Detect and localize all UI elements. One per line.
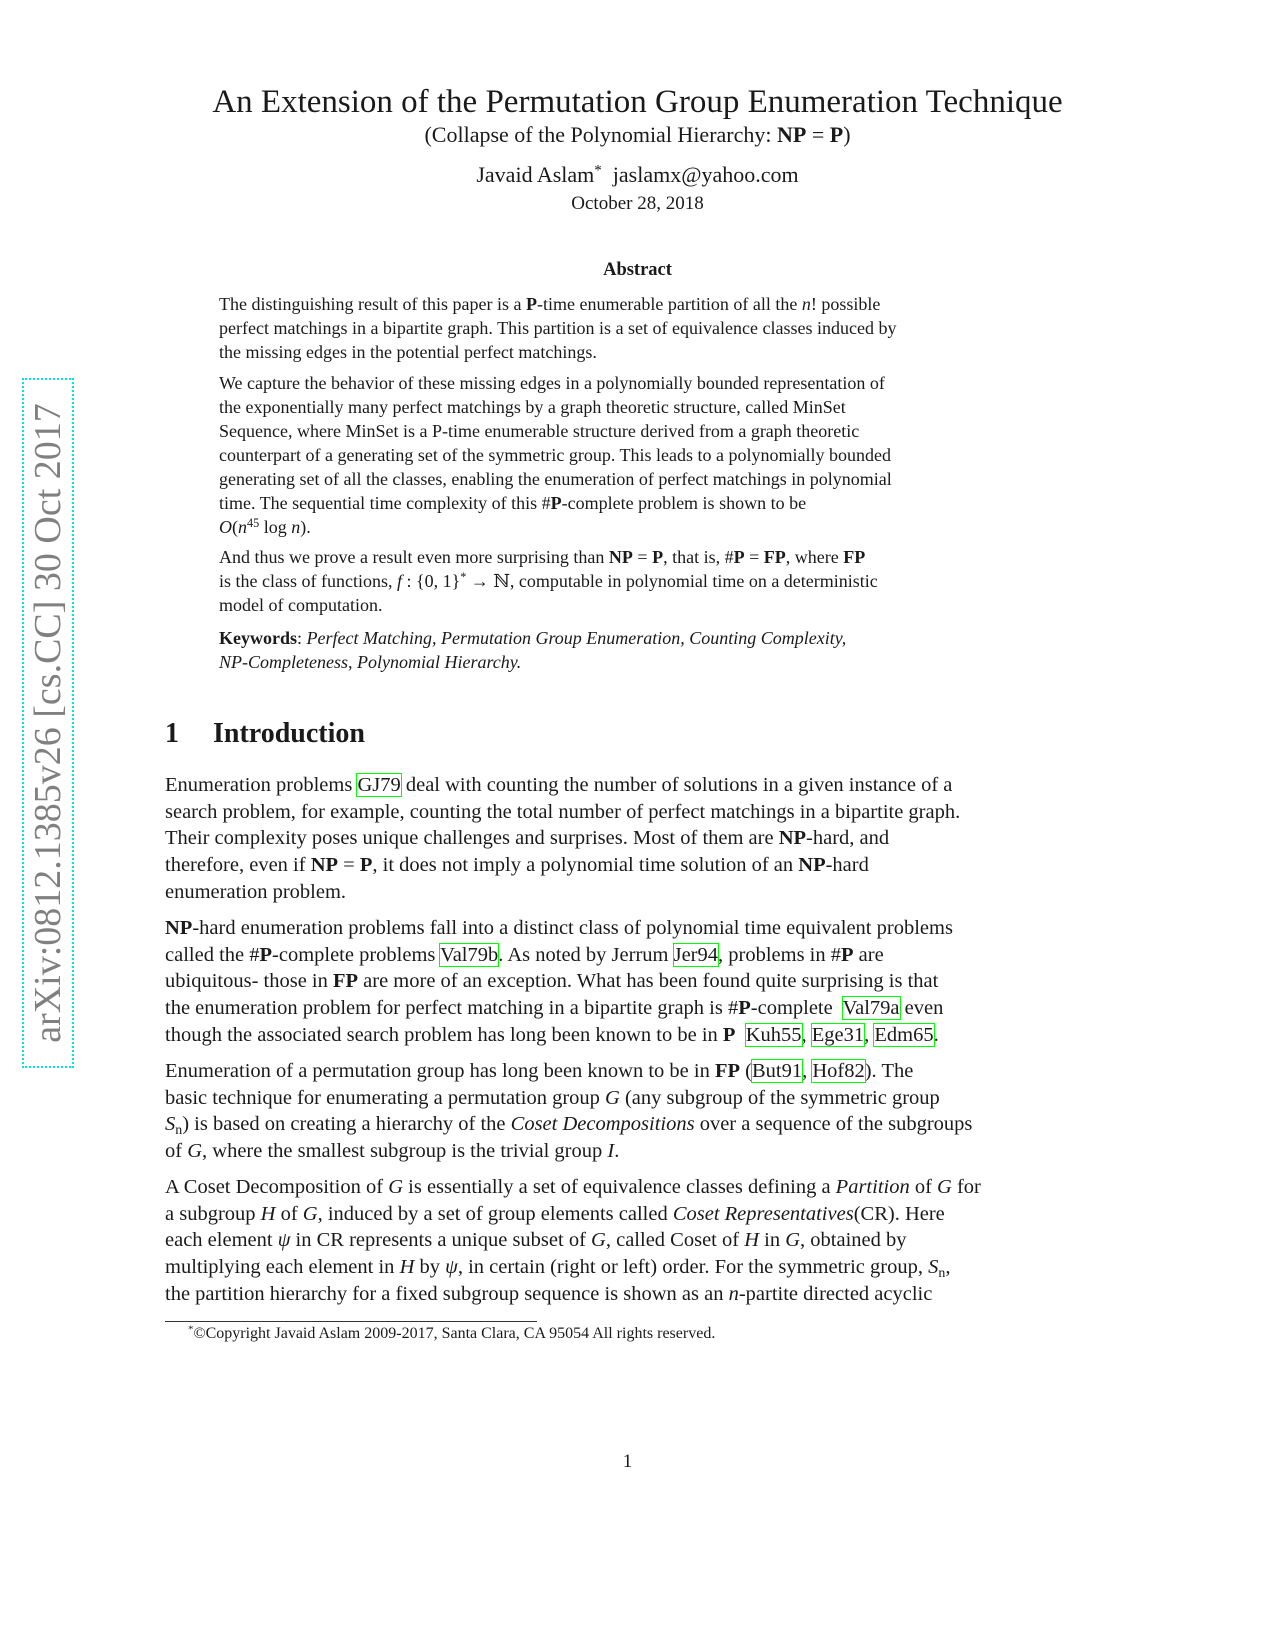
text-run: -complete — [750, 997, 843, 1020]
citation-link[interactable]: Jer94 — [673, 943, 719, 966]
page-number: 1 — [622, 1451, 633, 1472]
text-run: ( — [740, 1060, 752, 1082]
text-run: . — [933, 1023, 939, 1046]
text-run: = — [632, 547, 653, 567]
bold-text: NP — [165, 917, 193, 939]
text-run: though the associated search problem has long been known to be in — [165, 1023, 723, 1046]
subscript: n — [938, 1266, 946, 1282]
section-heading — [165, 718, 365, 750]
bold-text: P — [259, 943, 273, 966]
abstract-paragraph — [219, 545, 878, 617]
footnote-rule — [165, 1321, 537, 1322]
text-run: : — [297, 628, 307, 648]
text-run: Sequence, where MinSet is a P-time enumerable structure derived from a graph theoretic — [219, 421, 860, 441]
text-run: , — [945, 1256, 951, 1279]
italic-text: I — [607, 1140, 615, 1163]
text-run: enumeration problem. — [165, 880, 347, 903]
text-line — [219, 419, 892, 443]
text-run: perfect matchings in a bipartite graph. This partition is a set of equivalence classes induced by — [219, 318, 897, 338]
text-line — [165, 1111, 972, 1138]
subtitle-np: NP — [777, 122, 807, 147]
text-run: Enumeration problems — [165, 774, 358, 796]
text-run: , where — [785, 547, 844, 567]
text-line — [219, 292, 896, 316]
text-run: , — [801, 1023, 812, 1046]
text-run: in — [759, 1229, 786, 1252]
text-run: for — [951, 1176, 981, 1198]
text-line — [165, 1022, 953, 1049]
text-run: deal with counting the number of solutions in a given instance of a — [400, 774, 953, 796]
italic-text: Coset Decompositions — [510, 1113, 695, 1136]
text-run: of — [275, 1202, 303, 1225]
text-run: ( — [232, 517, 238, 537]
paper-subtitle — [0, 122, 1275, 148]
italic-text: G — [605, 1086, 620, 1109]
text-line — [165, 1174, 981, 1201]
text-run: counterpart of a generating set of the symmetric group. This leads to a polynomially bounded — [219, 445, 891, 465]
arxiv-stamp[interactable] — [22, 378, 74, 1068]
bold-text: FP — [714, 1060, 741, 1082]
italic-text: H — [260, 1202, 276, 1225]
text-run: in CR represents a unique subset of — [290, 1229, 592, 1252]
arxiv-stamp-text: arXiv:0812.1385v26 [cs.CC] 30 Oct 2017 — [27, 403, 69, 1043]
author-line — [0, 162, 1275, 188]
text-run: , induced by a set of group elements called — [317, 1202, 673, 1225]
citation-link[interactable]: But91 — [751, 1060, 803, 1082]
text-run: even — [899, 997, 944, 1020]
italic-text: O — [219, 517, 232, 537]
text-run: therefore, even if — [165, 854, 311, 877]
subtitle-eq: = — [806, 122, 830, 147]
italic-text: Perfect Matching, Permutation Group Enumeration, Counting Complexity, — [306, 628, 847, 648]
text-run: . As noted by Jerrum — [498, 943, 674, 966]
citation-link[interactable]: Val79a — [842, 997, 900, 1020]
text-run: a subgroup — [165, 1202, 261, 1225]
italic-text: NP-Completeness, Polynomial Hierarchy. — [219, 652, 522, 672]
text-line — [165, 1138, 972, 1165]
bold-text: P — [841, 943, 854, 966]
italic-text: n — [801, 294, 811, 314]
bold-text: Keywords — [219, 628, 297, 648]
text-line — [165, 852, 960, 879]
italic-text: Coset Representatives — [672, 1202, 854, 1225]
paper-date: October 28, 2018 — [571, 193, 704, 214]
text-run: , — [864, 1023, 875, 1046]
italic-text: n — [291, 517, 301, 537]
citation-link[interactable]: Val79b — [440, 943, 499, 966]
text-line — [165, 772, 960, 799]
italic-text: G — [937, 1176, 952, 1198]
italic-text: G — [388, 1176, 404, 1198]
text-run: ). The — [864, 1060, 914, 1082]
text-run: ubiquitous- those in — [165, 970, 333, 993]
bold-text: P — [359, 854, 373, 877]
text-run: time. The sequential time complexity of this # — [219, 493, 551, 513]
text-line — [165, 1058, 972, 1085]
text-run: = — [744, 547, 764, 567]
text-line — [165, 879, 960, 906]
text-line — [219, 515, 892, 539]
text-line — [165, 1227, 981, 1254]
abstract-paragraph — [219, 292, 896, 364]
text-line — [219, 316, 896, 340]
text-run: multiplying each element in — [165, 1256, 400, 1279]
text-run: of — [165, 1140, 188, 1163]
text-run: the missing edges in the potential perfect matchings. — [219, 342, 597, 362]
text-run: Their complexity poses unique challenges and surprises. Most of them are — [165, 827, 779, 850]
text-line — [219, 626, 846, 650]
bold-text: NP — [608, 547, 633, 567]
bold-text: P — [550, 493, 562, 513]
text-run: The distinguishing result of this paper is a — [219, 294, 526, 314]
text-run: generating set of all the classes, enabling the enumeration of perfect matchings in polynomial — [219, 469, 892, 489]
bold-text: NP — [310, 854, 339, 877]
italic-text: G — [785, 1229, 801, 1252]
text-line — [165, 825, 960, 852]
text-line — [219, 545, 878, 569]
text-line — [165, 1281, 981, 1308]
text-run: , problems in # — [718, 943, 842, 966]
text-run: -partite directed acyclic — [738, 1282, 933, 1305]
bold-text: P — [733, 547, 745, 567]
text-line — [165, 1085, 972, 1112]
text-line — [165, 995, 953, 1022]
italic-text: G — [302, 1202, 318, 1225]
italic-text: Partition — [835, 1176, 910, 1198]
text-run: is the class of functions, — [219, 571, 397, 591]
text-run: -hard enumeration problems fall into a distinct class of polynomial time equivalent problems — [192, 917, 953, 939]
paper-title: An Extension of the Permutation Group Enumeration Technique — [212, 84, 1063, 120]
bold-text: NP — [778, 827, 807, 850]
italic-text: S — [928, 1256, 939, 1279]
text-run: search problem, for example, counting the total number of perfect matchings in a bipartite graph. — [165, 800, 961, 823]
abstract-heading: Abstract — [603, 260, 672, 280]
text-run: ) is based on creating a hierarchy of the — [182, 1113, 511, 1136]
body-paragraph — [165, 772, 960, 905]
subtitle-pre: (Collapse of the Polynomial Hierarchy: — [424, 122, 777, 147]
text-run: , called Coset of — [605, 1229, 745, 1252]
text-run: the enumeration problem for perfect matching in a bipartite graph is # — [165, 997, 739, 1020]
text-run: log — [259, 517, 292, 537]
text-run: -complete problems — [272, 943, 441, 966]
text-run: is essentially a set of equivalence classes defining a — [403, 1176, 836, 1198]
text-run: called the # — [165, 943, 260, 966]
text-run: are — [853, 943, 884, 966]
text-line — [219, 340, 896, 364]
text-run: Enumeration of a permutation group has long been known to be in — [165, 1060, 715, 1082]
text-run: ). — [300, 517, 311, 537]
citation-link[interactable]: GJ79 — [357, 774, 401, 796]
footnote-text: ©Copyright Javaid Aslam 2009-2017, Santa Clara, CA 95054 All rights reserved. — [193, 1325, 716, 1342]
text-run: , in certain (right or left) order. For the symmetric group, — [457, 1256, 929, 1279]
text-run: → ℕ, computable in polynomial time on a deterministic — [466, 571, 878, 591]
text-line — [219, 593, 878, 617]
italic-text: H — [744, 1229, 760, 1252]
italic-text: f — [396, 571, 402, 591]
text-run: basic technique for enumerating a permutation group — [165, 1086, 606, 1109]
text-run: , it does not imply a polynomial time solution of an — [372, 854, 799, 877]
bold-text: P — [722, 1023, 736, 1046]
text-run: A Coset Decomposition of — [165, 1176, 389, 1198]
text-line — [165, 799, 960, 826]
italic-text: G — [187, 1140, 203, 1163]
italic-text: G — [591, 1229, 606, 1252]
text-line — [219, 371, 892, 395]
text-line — [219, 650, 846, 674]
author-email[interactable]: jaslamx@yahoo.com — [612, 162, 799, 187]
text-run: And thus we prove a result even more surprising than — [219, 547, 609, 567]
text-run: each element — [165, 1229, 278, 1252]
text-line — [219, 395, 892, 419]
italic-text: S — [165, 1113, 176, 1136]
italic-text: n — [238, 517, 247, 537]
text-run: ! possible — [810, 294, 881, 314]
keywords — [219, 626, 846, 674]
text-run: -hard — [825, 854, 869, 877]
text-run: -complete problem is shown to be — [561, 493, 807, 513]
superscript: * — [460, 569, 467, 584]
italic-text: n — [728, 1282, 739, 1305]
text-line — [219, 467, 892, 491]
text-line — [165, 915, 953, 942]
text-run: are more of an exception. What has been found quite surprising is that — [358, 970, 939, 993]
author-footnote-mark[interactable]: * — [594, 162, 602, 179]
abstract-paragraph — [219, 371, 892, 539]
bold-text: FP — [843, 547, 866, 567]
text-run: We capture the behavior of these missing edges in a polynomially bounded representation of — [219, 373, 885, 393]
text-run: (any subgroup of the symmetric group — [619, 1086, 940, 1109]
author-name: Javaid Aslam — [476, 162, 595, 187]
text-run: of — [909, 1176, 938, 1198]
text-run: by — [414, 1256, 446, 1279]
footnote-mark: * — [188, 1323, 194, 1336]
text-run: , that is, # — [663, 547, 734, 567]
bold-text: P — [738, 997, 751, 1020]
text-run: = — [338, 854, 360, 877]
text-line — [165, 968, 953, 995]
italic-text: ψ — [445, 1256, 458, 1279]
text-run: , where the smallest subgroup is the trivial group — [202, 1140, 608, 1163]
text-run: model of computation. — [219, 595, 383, 615]
citation-link[interactable]: Hof82 — [812, 1060, 865, 1082]
text-line — [219, 491, 892, 515]
text-run: -time enumerable partition of all the — [536, 294, 802, 314]
text-line — [219, 569, 878, 593]
text-run: , — [802, 1060, 813, 1082]
superscript: 45 — [247, 515, 260, 530]
footnote — [188, 1325, 715, 1343]
text-run: , obtained by — [800, 1229, 907, 1252]
subtitle-p: P — [829, 122, 844, 147]
text-run — [735, 1024, 745, 1046]
italic-text: ψ — [277, 1229, 291, 1252]
bold-text: P — [652, 547, 664, 567]
italic-text: H — [399, 1256, 415, 1279]
body-paragraph — [165, 1058, 972, 1165]
section-title: Introduction — [213, 718, 365, 749]
bold-text: FP — [763, 547, 786, 567]
bold-text: NP — [798, 854, 826, 877]
bold-text: P — [525, 294, 537, 314]
text-run: (CR). Here — [853, 1202, 945, 1225]
body-paragraph — [165, 1174, 981, 1307]
citation-link[interactable]: Kuh55 — [745, 1023, 802, 1046]
text-line — [165, 1254, 981, 1281]
text-run: . — [614, 1140, 620, 1163]
text-line — [165, 1201, 981, 1228]
text-run: over a sequence of the subgroups — [694, 1113, 973, 1136]
subtitle-post: ) — [843, 122, 851, 147]
text-line — [219, 443, 892, 467]
body-paragraph — [165, 915, 953, 1048]
bold-text: FP — [332, 970, 359, 993]
text-run: : {0, 1} — [402, 571, 461, 591]
text-line — [165, 942, 953, 969]
section-number: 1 — [165, 718, 179, 749]
text-run: -hard, and — [806, 827, 890, 850]
citation-link[interactable]: Ege31 — [811, 1023, 865, 1046]
citation-link[interactable]: Edm65 — [874, 1023, 934, 1046]
text-run: the partition hierarchy for a fixed subgroup sequence is shown as an — [165, 1282, 729, 1305]
subscript: n — [175, 1123, 183, 1139]
text-run: the exponentially many perfect matchings by a graph theoretic structure, called MinSet — [219, 397, 846, 417]
